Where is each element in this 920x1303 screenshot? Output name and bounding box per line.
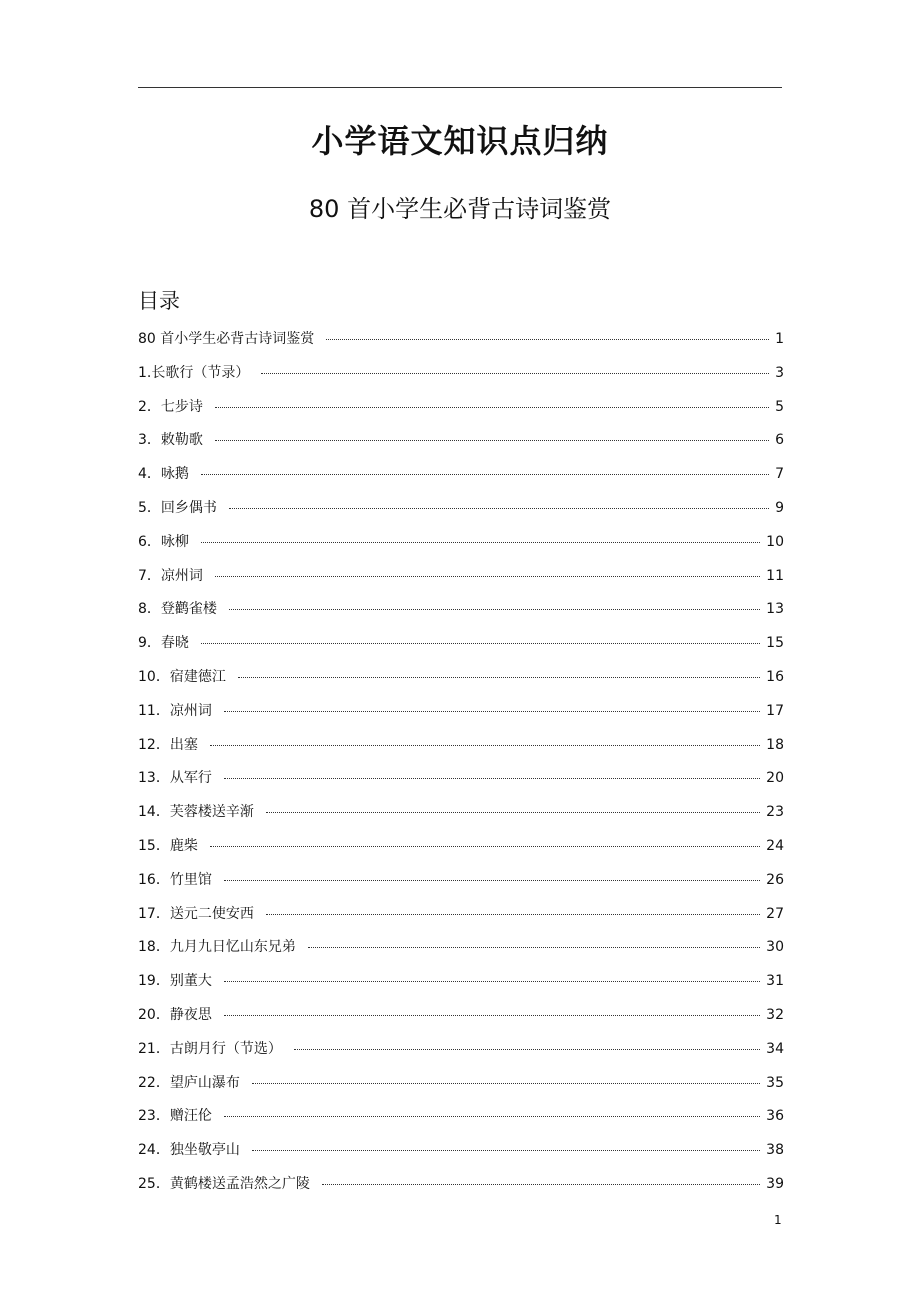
dot-leader bbox=[326, 339, 769, 340]
toc-entry[interactable] bbox=[138, 972, 784, 1006]
header-rule bbox=[138, 87, 782, 88]
toc-entry-page: 31 bbox=[766, 973, 784, 990]
dot-leader bbox=[224, 778, 760, 779]
toc-entry-page: 38 bbox=[766, 1142, 784, 1159]
dot-leader bbox=[322, 1184, 760, 1185]
toc-entry-page: 11 bbox=[766, 567, 784, 584]
toc-entry-title: 1.长歌行（节录） bbox=[138, 364, 250, 381]
dot-leader bbox=[224, 1116, 760, 1117]
dot-leader bbox=[210, 745, 760, 746]
toc-entry-page: 27 bbox=[766, 905, 784, 922]
toc-entry-title: 10．宿建德江 bbox=[138, 668, 226, 685]
dot-leader bbox=[238, 677, 760, 678]
toc-entry-title: 9．春晓 bbox=[138, 635, 189, 652]
toc-entry[interactable] bbox=[138, 465, 784, 499]
toc-entry[interactable] bbox=[138, 330, 784, 364]
dot-leader bbox=[215, 407, 769, 408]
toc-entry[interactable] bbox=[138, 499, 784, 533]
toc-entry-title: 23．赠汪伦 bbox=[138, 1108, 212, 1125]
toc-entry-page: 13 bbox=[766, 601, 784, 618]
toc-entry-page: 10 bbox=[766, 533, 784, 550]
toc-entry-page: 9 bbox=[775, 499, 784, 516]
dot-leader bbox=[224, 1015, 760, 1016]
page-number: 1 bbox=[774, 1213, 782, 1227]
dot-leader bbox=[229, 508, 769, 509]
toc-entry-page: 5 bbox=[775, 398, 784, 415]
toc-entry-title: 17．送元二使安西 bbox=[138, 905, 254, 922]
toc-entry[interactable] bbox=[138, 1040, 784, 1074]
toc-heading: 目录 bbox=[138, 289, 180, 313]
toc-entry-page: 16 bbox=[766, 668, 784, 685]
toc-entry-page: 1 bbox=[775, 331, 784, 347]
toc-entry[interactable] bbox=[138, 702, 784, 736]
dot-leader bbox=[210, 846, 760, 847]
dot-leader bbox=[229, 609, 760, 610]
toc-entry-page: 17 bbox=[766, 702, 784, 719]
toc-entry[interactable] bbox=[138, 1141, 784, 1175]
toc-entry[interactable] bbox=[138, 837, 784, 871]
toc-entry-page: 18 bbox=[766, 736, 784, 753]
toc-entry-title: 14．芙蓉楼送辛渐 bbox=[138, 804, 254, 821]
toc-entry-title: 15．鹿柴 bbox=[138, 837, 198, 854]
toc-entry-title: 25．黄鹤楼送孟浩然之广陵 bbox=[138, 1175, 310, 1192]
toc-entry[interactable] bbox=[138, 431, 784, 465]
toc-entry-page: 26 bbox=[766, 871, 784, 888]
toc-entry-title: 6．咏柳 bbox=[138, 533, 189, 550]
dot-leader bbox=[224, 711, 760, 712]
toc-entry-page: 30 bbox=[766, 939, 784, 956]
toc-entry[interactable] bbox=[138, 769, 784, 803]
toc-entry-title: 12．出塞 bbox=[138, 736, 198, 753]
toc-entry-title: 21．古朗月行（节选） bbox=[138, 1040, 282, 1057]
toc-entry-title: 16．竹里馆 bbox=[138, 871, 212, 888]
toc-entry[interactable] bbox=[138, 1006, 784, 1040]
toc-entry-page: 20 bbox=[766, 770, 784, 787]
toc-entry-title: 80 首小学生必背古诗词鉴赏 bbox=[138, 331, 315, 347]
toc-entry[interactable] bbox=[138, 567, 784, 601]
toc-entry[interactable] bbox=[138, 668, 784, 702]
toc-entry-title: 8．登鹳雀楼 bbox=[138, 601, 217, 618]
dot-leader bbox=[224, 981, 760, 982]
dot-leader bbox=[266, 914, 760, 915]
toc-entry-page: 35 bbox=[766, 1074, 784, 1091]
toc-entry-title: 7．凉州词 bbox=[138, 567, 203, 584]
dot-leader bbox=[294, 1049, 760, 1050]
dot-leader bbox=[201, 643, 760, 644]
toc-entry[interactable] bbox=[138, 533, 784, 567]
toc-entry-title: 11．凉州词 bbox=[138, 702, 212, 719]
dot-leader bbox=[261, 373, 769, 374]
toc-entry[interactable] bbox=[138, 364, 784, 398]
dot-leader bbox=[201, 474, 769, 475]
toc-entry[interactable] bbox=[138, 1107, 784, 1141]
toc-entry-page: 3 bbox=[775, 364, 784, 381]
toc-entry[interactable] bbox=[138, 634, 784, 668]
toc-entry-title: 19．别董大 bbox=[138, 973, 212, 990]
toc-entry[interactable] bbox=[138, 803, 784, 837]
dot-leader bbox=[266, 812, 760, 813]
toc-entry-page: 36 bbox=[766, 1108, 784, 1125]
dot-leader bbox=[224, 880, 760, 881]
toc-entry[interactable] bbox=[138, 938, 784, 972]
dot-leader bbox=[201, 542, 760, 543]
dot-leader bbox=[252, 1150, 760, 1151]
toc-entry-page: 32 bbox=[766, 1006, 784, 1023]
dot-leader bbox=[215, 440, 769, 441]
toc-entry-page: 24 bbox=[766, 837, 784, 854]
toc-entry[interactable] bbox=[138, 398, 784, 432]
toc-entry[interactable] bbox=[138, 736, 784, 770]
toc-entry-page: 7 bbox=[775, 466, 784, 483]
toc-entry-page: 39 bbox=[766, 1175, 784, 1192]
toc-entry-page: 23 bbox=[766, 804, 784, 821]
toc-entry[interactable] bbox=[138, 871, 784, 905]
dot-leader bbox=[215, 576, 760, 577]
toc-entry-title: 20．静夜思 bbox=[138, 1006, 212, 1023]
dot-leader bbox=[308, 947, 760, 948]
toc-entry[interactable] bbox=[138, 905, 784, 939]
toc-entry-title: 24．独坐敬亭山 bbox=[138, 1142, 240, 1159]
toc-entry-title: 2．七步诗 bbox=[138, 398, 203, 415]
toc-entry-title: 13．从军行 bbox=[138, 770, 212, 787]
dot-leader bbox=[252, 1083, 760, 1084]
document-subtitle: 80 首小学生必背古诗词鉴赏 bbox=[308, 195, 612, 223]
toc-entry-title: 5．回乡偶书 bbox=[138, 499, 217, 516]
document-title: 小学语文知识点归纳 bbox=[311, 122, 609, 160]
toc-entry-page: 15 bbox=[766, 635, 784, 652]
toc-entry-page: 34 bbox=[766, 1040, 784, 1057]
toc-entry[interactable] bbox=[138, 600, 784, 634]
toc-entry-title: 22．望庐山瀑布 bbox=[138, 1074, 240, 1091]
toc-entry[interactable] bbox=[138, 1074, 784, 1108]
table-of-contents bbox=[138, 330, 784, 1209]
toc-entry-title: 18．九月九日忆山东兄弟 bbox=[138, 939, 296, 956]
toc-entry-page: 6 bbox=[775, 432, 784, 449]
toc-entry[interactable] bbox=[138, 1175, 784, 1209]
toc-entry-title: 4．咏鹅 bbox=[138, 466, 189, 483]
toc-entry-title: 3．敕勒歌 bbox=[138, 432, 203, 449]
